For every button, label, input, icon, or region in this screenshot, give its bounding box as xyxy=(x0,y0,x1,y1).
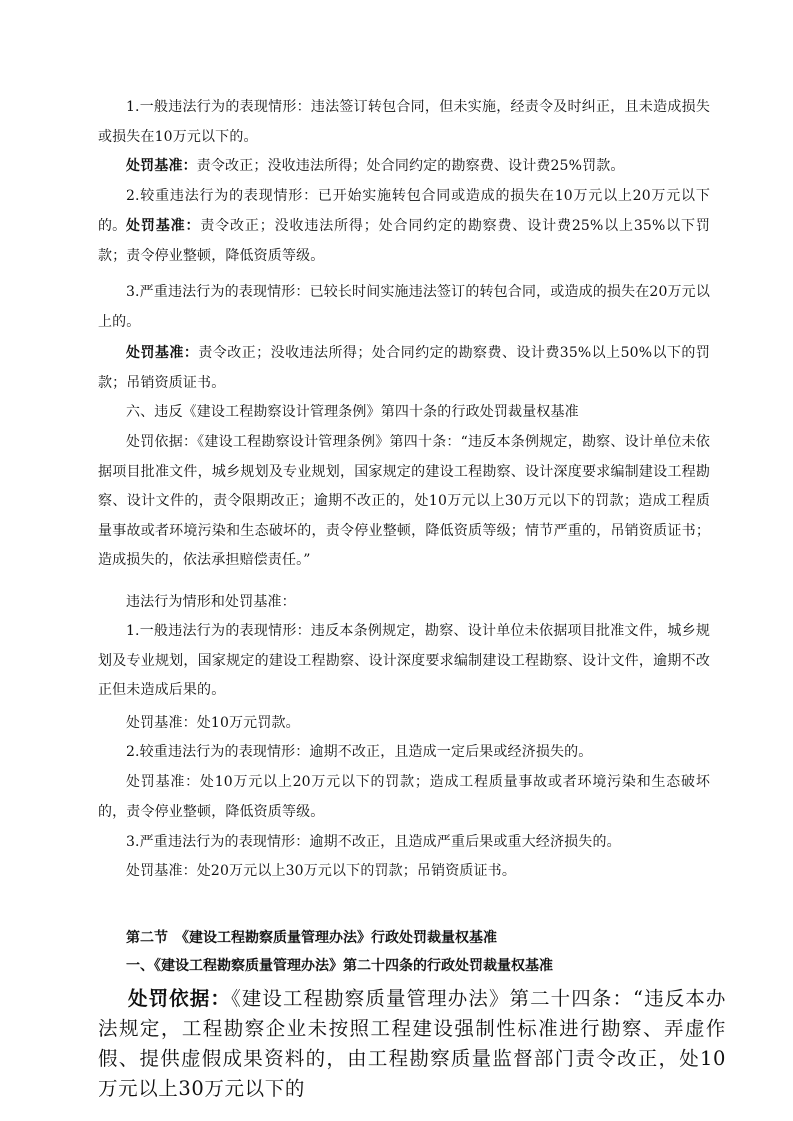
article-40-heading: 六、违反《建设工程勘察设计管理条例》第四十条的行政处罚裁量权基准 xyxy=(126,404,579,420)
section-heading: 第二节 《建设工程勘察质量管理办法》行政处罚裁量权基准 xyxy=(126,930,497,946)
situations-heading: 违法行为情形和处罚基准： xyxy=(126,594,296,610)
penalty-text: 责令改正；没收违法所得；处合同约定的勘察费、设计费35%以上50%以下的罚款；吊销资质证书。 xyxy=(98,345,711,391)
paragraph-severe-violation-1: 3.严重违法行为的表现情形：已较长时间实施违法签订的转包合同，或造成的损失在20万元以上的。 xyxy=(98,284,710,330)
penalty-label: 处罚基准： xyxy=(126,345,199,361)
paragraph-serious-violation-2: 2.较重违法行为的表现情形：逾期不改正，且造成一定后果或经济损失的。 xyxy=(126,744,593,760)
penalty-standard-1 xyxy=(98,152,710,182)
article-24-basis xyxy=(98,984,726,1104)
penalty-text: 责令改正；没收违法所得；处合同约定的勘察费、设计费25%以上35%以下罚款；责令停业整顿，降低资质等级。 xyxy=(98,218,710,264)
article-40-basis: 处罚依据：《建设工程勘察设计管理条例》第四十条：“违反本条例规定，勘察、设计单位未依据项目批准文件，城乡规划及专业规划，国家规定的建设工程勘察、设计深度要求编制建设工程勘察、设计文件的，责令限期改正；逾期不改正的，处10万元以上30万元以下的罚款；造成工程质量事故或者环境污染和生态破坏的，责令停业整顿，降低资质等级；情节严重的，吊销资质证书；造成损失的，依法承担赔偿责任。” xyxy=(98,434,710,568)
paragraph-general-violation-1: 1.一般违法行为的表现情形：违法签订转包合同，但未实施，经责令及时纠正，且未造成损失或损失在10万元以下的。 xyxy=(98,99,710,145)
penalty-standard-5: 处罚基准：处10万元以上20万元以下的罚款；造成工程质量事故或者环境污染和生态破坏的，责令停业整顿，降低资质等级。 xyxy=(98,774,710,820)
penalty-label: 处罚基准： xyxy=(126,218,201,234)
paragraph-serious-violation-1: 2.较重违法行为的表现情形：已开始实施转包合同或造成的损失在10万元以上20万元以下的。 xyxy=(98,188,710,234)
basis-label: 处罚依据： xyxy=(128,987,231,1010)
subsection-heading: 一、《建设工程勘察质量管理办法》第二十四条的行政处罚裁量权基准 xyxy=(126,958,553,974)
penalty-text: 责令改正；没收违法所得；处合同约定的勘察费、设计费25%罚款。 xyxy=(196,158,625,174)
basis-text: 《建设工程勘察质量管理办法》第二十四条：“违反本办法规定，工程勘察企业未按照工程建设强制性标准进行勘察、弄虚作假、提供虚假成果资料的，由工程勘察质量监督部门责令改正，处10万元以上30万元以下的 xyxy=(98,987,726,1100)
paragraph-severe-violation-2: 3.严重违法行为的表现情形：逾期不改正，且造成严重后果或重大经济损失的。 xyxy=(126,834,621,850)
penalty-standard-3 xyxy=(98,339,710,398)
penalty-standard-4: 处罚基准：处10万元罚款。 xyxy=(126,715,300,731)
penalty-standard-2 xyxy=(98,212,710,271)
paragraph-general-violation-2: 1.一般违法行为的表现情形：违反本条例规定，勘察、设计单位未依据项目批准文件，城乡规划及专业规划，国家规定的建设工程勘察、设计深度要求编制建设工程勘察、设计文件，逾期不改正但未造成后果的。 xyxy=(98,623,710,698)
penalty-standard-6: 处罚基准：处20万元以上30万元以下的罚款；吊销资质证书。 xyxy=(126,863,516,879)
penalty-label: 处罚基准： xyxy=(126,158,197,174)
